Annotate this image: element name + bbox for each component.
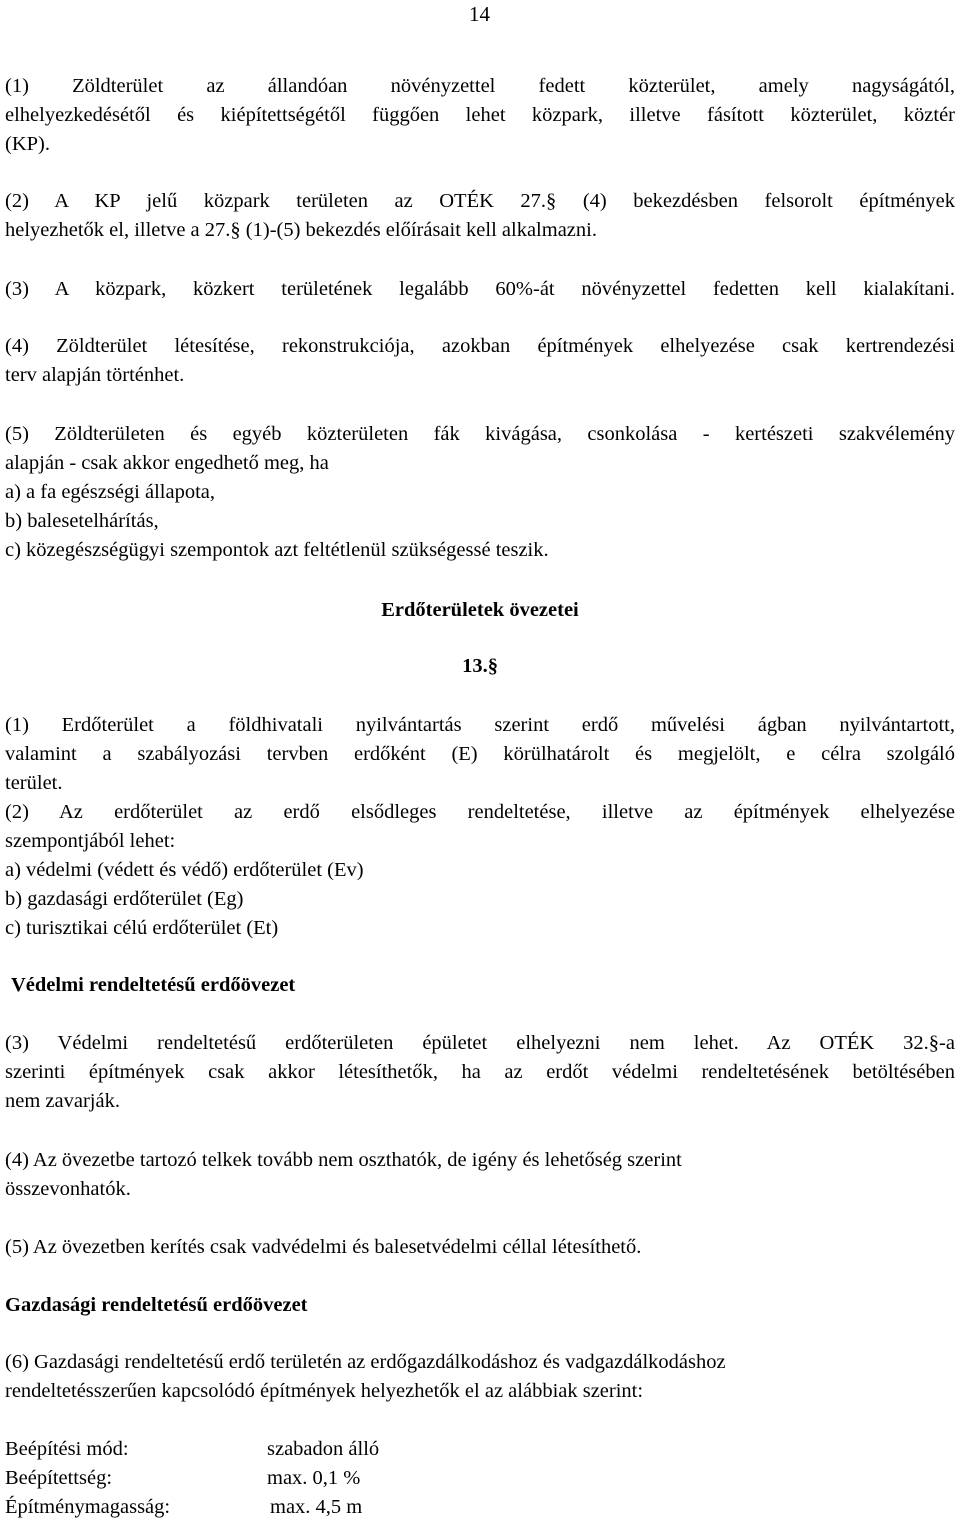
paragraph-line: terület.: [5, 772, 63, 794]
paragraph-erdo-5: [5, 1233, 955, 1262]
parameter-key: Beépítettség:: [5, 1467, 113, 1489]
section-number: 13.§: [462, 655, 498, 677]
paragraph-line: terv alapján történhet.: [5, 364, 185, 386]
paragraph-line: (3) Védelmi rendeltetésű erdőterületen épületet elhelyezni nem lehet. Az OTÉK 32.§-a: [5, 1032, 955, 1054]
paragraph-line: (3) A közpark, közkert területének legalább 60%-át növényzettel fedetten kell kialakítani.: [5, 278, 955, 300]
paragraph-erdo-1: [5, 711, 955, 798]
heading-gazdasagi: Gazdasági rendeltetésű erdőövezet: [5, 1294, 308, 1316]
parameter-value: szabadon álló: [267, 1438, 380, 1460]
paragraph-line: (1) Erdőterület a földhivatali nyilvántartás szerint erdő művelési ágban nyilvántartott,: [5, 714, 955, 736]
list-item: b) balesetelhárítás,: [5, 510, 159, 532]
paragraph-line: (4) Az övezetbe tartozó telkek tovább nem oszthatók, de igény és lehetőség szerint: [5, 1149, 682, 1171]
section-title: Erdőterületek övezetei: [381, 599, 579, 621]
paragraph-line: valamint a szabályozási tervben erdőként (E) körülhatárolt és megjelölt, e célra szolgáló: [5, 743, 955, 765]
paragraph-line: (5) Az övezetben kerítés csak vadvédelmi és balesetvédelmi céllal létesíthető.: [5, 1236, 642, 1258]
paragraph-line: (2) A KP jelű közpark területen az OTÉK 27.§ (4) bekezdésben felsorolt építmények: [5, 190, 955, 212]
paragraph-erdo-2: [5, 798, 955, 943]
list-item: a) a fa egészségi állapota,: [5, 481, 216, 503]
paragraph-line: helyezhetők el, illetve a 27.§ (1)-(5) bekezdés előírásait kell alkalmazni.: [5, 219, 597, 241]
paragraph-zoldterulet-1: [5, 72, 955, 159]
page-number: 14: [469, 2, 490, 26]
paragraph-line: szempontjából lehet:: [5, 830, 176, 852]
parameter-key: Építménymagasság:: [5, 1496, 171, 1518]
paragraph-zoldterulet-3: [5, 275, 955, 304]
list-item: a) védelmi (védett és védő) erdőterület (Ev): [5, 859, 364, 881]
heading-vedelmi: Védelmi rendeltetésű erdőövezet: [11, 974, 296, 996]
paragraph-line: szerinti építmények csak akkor létesíthetők, ha az erdőt védelmi rendeltetésének betöltésében: [5, 1061, 955, 1083]
paragraph-line: összevonhatók.: [5, 1178, 131, 1200]
paragraph-line: alapján - csak akkor engedhető meg, ha: [5, 452, 329, 474]
list-item: b) gazdasági erdőterület (Eg): [5, 888, 244, 910]
paragraph-erdo-3: [5, 1029, 955, 1116]
paragraph-line: rendeltetésszerűen kapcsolódó építmények helyezhetők el az alábbiak szerint:: [5, 1380, 644, 1402]
paragraph-zoldterulet-4: [5, 332, 955, 390]
paragraph-line: (6) Gazdasági rendeltetésű erdő területén az erdőgazdálkodáshoz és vadgazdálkodáshoz: [5, 1351, 726, 1373]
paragraph-line: (KP).: [5, 133, 50, 155]
paragraph-zoldterulet-2: [5, 187, 955, 245]
paragraph-line: (2) Az erdőterület az erdő elsődleges rendeltetése, illetve az építmények elhelyezése: [5, 801, 955, 823]
paragraph-line: (5) Zöldterületen és egyéb közterületen fák kivágása, csonkolása - kertészeti szakvélemény: [5, 423, 955, 445]
paragraph-erdo-4: [5, 1146, 955, 1204]
paragraph-line: (1) Zöldterület az állandóan növényzettel fedett közterület, amely nagyságától,: [5, 75, 955, 97]
list-item: c) turisztikai célú erdőterület (Et): [5, 917, 279, 939]
paragraph-line: nem zavarják.: [5, 1090, 120, 1112]
paragraph-line: (4) Zöldterület létesítése, rekonstrukciója, azokban építmények elhelyezése csak kertrendezési: [5, 335, 955, 357]
parameter-value: max. 4,5 m: [270, 1496, 363, 1518]
paragraph-erdo-6: [5, 1348, 955, 1406]
list-item: c) közegészségügyi szempontok azt feltétlenül szükségessé teszik.: [5, 539, 549, 561]
parameter-key: Beépítési mód:: [5, 1438, 129, 1460]
paragraph-zoldterulet-5: [5, 420, 955, 565]
paragraph-line: elhelyezkedésétől és kiépítettségétől függően lehet közpark, illetve fásított közterület, köztér: [5, 104, 955, 126]
parameter-value: max. 0,1 %: [267, 1467, 361, 1489]
